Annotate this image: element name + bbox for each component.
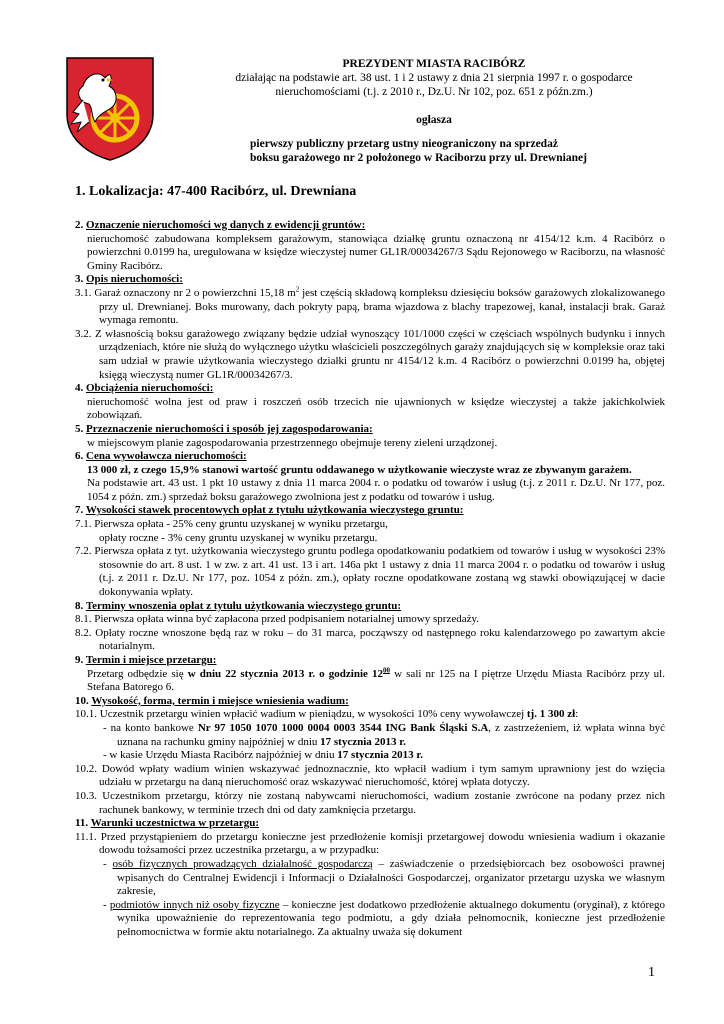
announcement-subject bbox=[250, 137, 660, 165]
section-10-1-cash: - w kasie Urzędu Miasta Racibórz najpóźniej w dniu 17 stycznia 2013 r. bbox=[103, 749, 424, 762]
section-11-1-persons: - osób fizycznych prowadzących działalność gospodarczą – zaświadczenie o przedsiębiorcach bez osobowości prawnej wpisanych do Centralnej Ewidencji i Informacji o Działalności Gospodarczej, organizator przetargu uzyska we własnym zakresie, bbox=[103, 857, 665, 898]
section-11-1-entities: - podmiotów innych niż osoby fizyczne – konieczne jest dodatkowo przedłożenie aktualnego dokumentu (oryginał), z którego wynika upoważnienie do reprezentowania tego podmiotu, a gdy działa pełnomocnik, konieczne jest przedłożenie pełnomocnictwa w formie aktu notarialnego. Za aktualny uważa się dokument bbox=[103, 898, 665, 938]
page-number: 1 bbox=[648, 965, 655, 980]
header-title: PREZYDENT MIASTA RACIBÓRZ bbox=[342, 58, 526, 70]
section-2-text: nieruchomość zabudowana kompleksem garażowym, stanowiąca działkę gruntu oznaczoną nr 4154/12 k.m. 4 Racibórz o powierzchni 0.0199 ha, uregulowana w księdze wieczystej numer GL1R/00034267/3 Sądu Rejonowego w Raciborzu, na własność Gminy Racibórz. bbox=[87, 232, 665, 272]
section-10-1: 10.1. Uczestnik przetargu winien wpłacić wadium w pieniądzu, w wysokości 10% ceny wywoławczej tj. 1 300 zł: bbox=[75, 708, 579, 721]
header-legal-line-2: nieruchomościami (t.j. z 2010 r., Dz.U. Nr 102, poz. 651 z późn.zm.) bbox=[275, 86, 593, 98]
subject-line-2: boksu garażowego nr 2 położonego w Raciborzu przy ul. Drewnianej bbox=[250, 152, 587, 164]
section-2-heading: 2. Oznaczenie nieruchomości wg danych z ewidencji gruntów: bbox=[75, 219, 366, 231]
section-11-heading: 11. Warunki uczestnictwa w przetargu: bbox=[75, 817, 260, 830]
section-10-2: 10.2. Dowód wpłaty wadium winien wskazywać jednoznacznie, kto wpłacił wadium i tym samym uprawniony jest do wzięcia udziału w przetargu na daną nieruchomość oraz wskazywać nieruchomość, której wpłata dotyczy. bbox=[75, 762, 665, 789]
section-7-2: 7.2. Pierwsza opłata z tyt. użytkowania wieczystego gruntu podlega opodatkowaniu podatkiem od towarów i usług w wysokości 23% stosownie do art. 8 ust. 1 w zw. z art. 41 ust. 13 i art. 146a pkt 1 ustawy z dnia 11 marca 2004 r. o podatku od towarów i usług (t.j. z 2011 r. Dz.U. Nr 177, poz. 1054 z późn. zm.), opłaty roczne opodatkowane zostaną wg stawki obowiązującej w dacie dokonywania wpłaty. bbox=[75, 545, 665, 599]
announcement-header bbox=[180, 57, 688, 127]
section-7-heading: 7. Wysokości stawek procentowych opłat z tytułu użytkowania wieczystego gruntu: bbox=[75, 504, 464, 517]
section-6-text: Na podstawie art. 43 ust. 1 pkt 10 ustawy z dnia 11 marca 2004 r. o podatku od towarów i usług (t.j. z 2011 r. Dz.U. Nr 177, poz. 1054 z późn. zm.) sprzedaż boksu garażowego zwolniona jest z podatku od towarów i usług. bbox=[87, 477, 665, 503]
section-9-text: Przetarg odbędzie się w dniu 22 stycznia 2013 r. o godzinie $12^{00}$ w sali nr 125 na I piętrze Urzędu Miasta Racibórz przy ul. Stefana Batorego 6. bbox=[87, 665, 665, 694]
header-legal-line-1: działając na podstawie art. 38 ust. 1 i 2 ustawy z dnia 21 sierpnia 1997 r. o gospodarce bbox=[235, 72, 633, 84]
section-8-1: 8.1. Pierwsza opłata winna być zapłacona przed podpisaniem notarialnej umowy sprzedaży. bbox=[75, 613, 480, 626]
location-heading: 1. Lokalizacja: 47-400 Racibórz, ul. Drewniana bbox=[75, 184, 357, 199]
section-8-2: 8.2. Opłaty roczne wnoszone będą raz w roku – do 31 marca, począwszy od następnego roku kalendarzowego po zawartym akcie notarialnym. bbox=[75, 626, 665, 653]
section-8-heading: 8. Terminy wnoszenia opłat z tytułu użytkowania wieczystego gruntu: bbox=[75, 599, 402, 612]
section-6-heading: 6. Cena wywoławcza nieruchomości: bbox=[75, 450, 247, 463]
section-10-1-bank: - na konto bankowe Nr 97 1050 1070 1000 0004 0003 3544 ING Bank Śląski S.A, z zastrzeżeniem, iż wpłata winna być uznana na rachunku gminy najpóźniej w dniu 17 stycznia 2013 r. bbox=[103, 721, 665, 748]
section-7-1b: opłaty roczne - 3% ceny gruntu uzyskanej w wyniku przetargu. bbox=[99, 531, 378, 544]
raciborz-coat-of-arms-icon bbox=[65, 56, 155, 162]
section-5-heading: 5. Przeznaczenie nieruchomości i sposób jej zagospodarowania: bbox=[75, 422, 373, 435]
header-announces: ogłasza bbox=[416, 114, 452, 126]
section-6-price: 13 000 zł, z czego 15,9% stanowi wartość gruntu oddawanego w użytkowanie wieczyste wraz ze zbywanym garażem. bbox=[87, 463, 632, 476]
section-11-1: 11.1. Przed przystąpieniem do przetargu konieczne jest przedłożenie komisji przetargowej dowodu wniesienia wadium i okazanie dowodu tożsamości przez uczestnika przetargu, a w przypadku: bbox=[75, 830, 665, 857]
section-4-heading: 4. Obciążenia nieruchomości: bbox=[75, 382, 214, 395]
section-7-1a: 7.1. Pierwsza opłata - 25% ceny gruntu uzyskanej w wyniku przetargu, bbox=[75, 518, 388, 531]
section-3-1: 3.1. Garaż oznaczony nr 2 o powierzchni 15,18 $m^2$ jest częścią składową kompleksu dziesięciu boksów garażowych zlokalizowanego przy ul. Drewnianej. Boks murowany, dach pokryty papą, brama wjazdowa z blachy trapezowej, kanał, instalacji brak. Garaż wymaga remontu. bbox=[75, 285, 665, 327]
document-body bbox=[75, 219, 665, 939]
section-9-heading: 9. Termin i miejsce przetargu: bbox=[75, 654, 217, 666]
section-10-heading: 10. Wysokość, forma, termin i miejsce wniesienia wadium: bbox=[75, 694, 349, 707]
subject-line-1: pierwszy publiczny przetarg ustny nieograniczony na sprzedaż bbox=[250, 138, 558, 150]
section-5-text: w miejscowym planie zagospodarowania przestrzennego obejmuje tereny zieleni urządzonej. bbox=[87, 436, 498, 449]
section-4-text: nieruchomość wolna jest od praw i roszczeń osób trzecich nie ujawnionych w księdze wieczystej a także jakichkolwiek zobowiązań. bbox=[87, 395, 665, 422]
section-10-3: 10.3. Uczestnikom przetargu, którzy nie zostaną nabywcami nieruchomości, wadium zostanie zwrócone na podany przez nich rachunek bankowy, w terminie trzech dni od daty zamknięcia przetargu. bbox=[75, 789, 665, 816]
section-3-heading: 3. Opis nieruchomości: bbox=[75, 273, 183, 286]
section-3-2: 3.2. Z własnością boksu garażowego związany będzie udział wynoszący 101/1000 części w częściach wspólnych budynku i innych urządzeniach, które nie służą do wyłącznego użytku właścicieli poszczególnych garaży znajdujących się w kompleksie oraz taki sam udział w prawie użytkowania wieczystego działki gruntu nr 4154/12 k.m. 4 Racibórz o powierzchni 0.0199 ha, objętej księgą wieczystą numer GL1R/00034267/3. bbox=[75, 327, 665, 381]
